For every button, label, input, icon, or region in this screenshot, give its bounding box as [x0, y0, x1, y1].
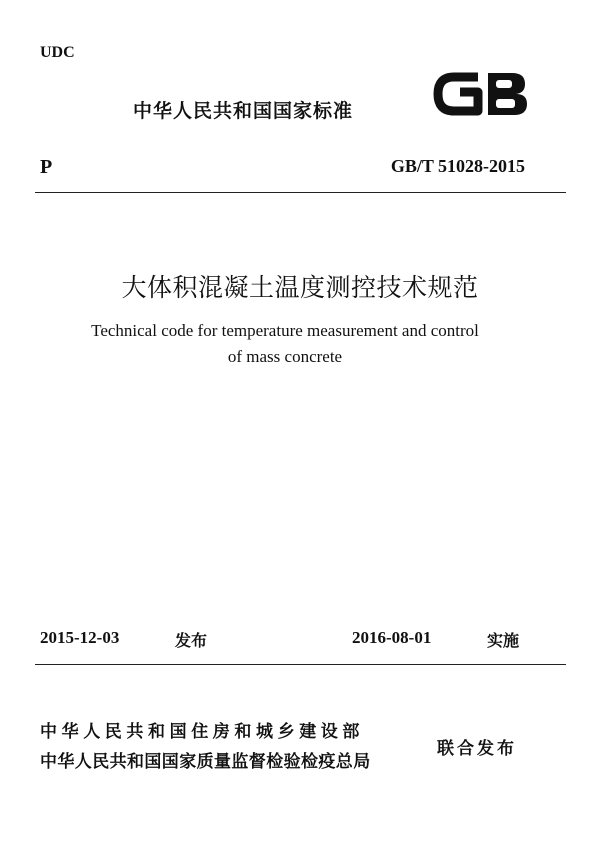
implementation-label: 实施 [487, 631, 520, 650]
issuer-ministry-housing: 中华人民共和国住房和城乡建设部 [40, 722, 364, 742]
bottom-divider [35, 664, 566, 665]
udc-label: UDC [40, 44, 75, 61]
top-divider [35, 192, 566, 193]
title-chinese: 大体积混凝土温度测控技术规范 [121, 273, 479, 302]
national-standard-heading: 中华人民共和国国家标准 [133, 100, 354, 122]
issue-date: 2015-12-03 [40, 628, 120, 647]
title-english-line-2: of mass concrete [227, 347, 343, 366]
implementation-date: 2016-08-01 [352, 628, 432, 647]
standard-category: P [40, 156, 53, 178]
standard-number: GB/T 51028-2015 [390, 156, 525, 176]
title-english-line-1: Technical code for temperature measurement and control [91, 321, 479, 340]
joint-issue-label: 联合发布 [437, 739, 517, 759]
title-english [0, 318, 570, 370]
issue-label: 发布 [175, 631, 208, 650]
gb-logo-icon [432, 66, 532, 122]
issuer-ministry-quality: 中华人民共和国国家质量监督检验检疫总局 [40, 752, 371, 772]
